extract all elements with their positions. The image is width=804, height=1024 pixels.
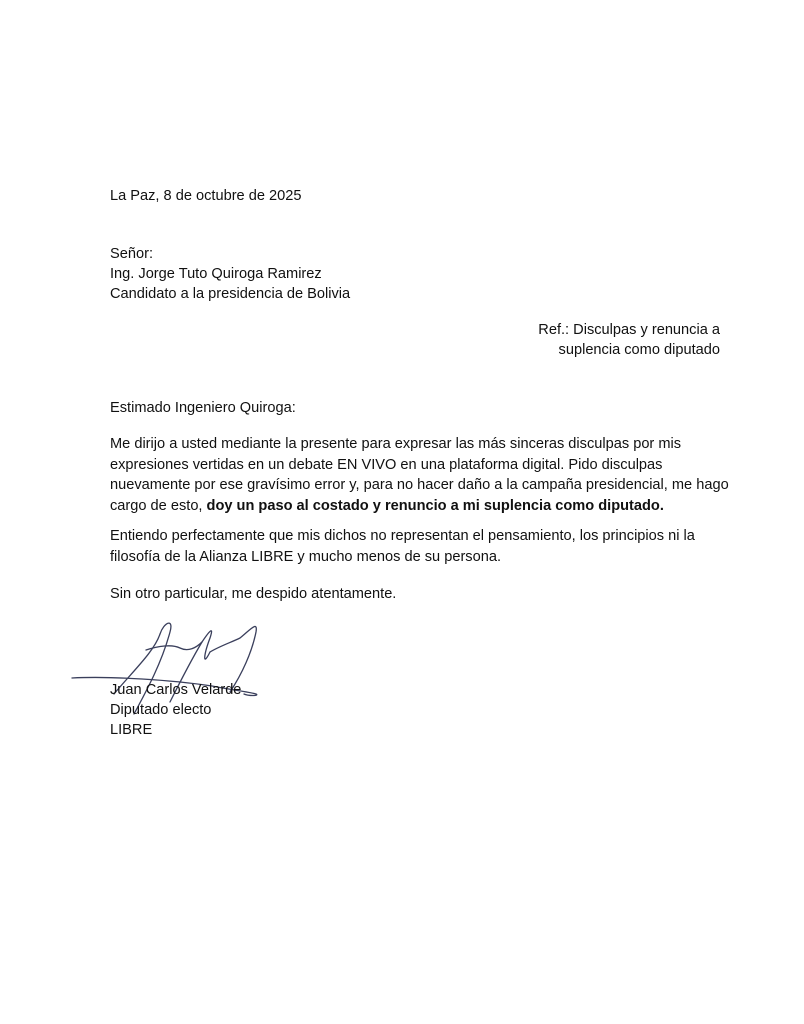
paragraph-apology-text: Me dirijo a usted mediante la presente para expresar las más sinceras disculpas por mis expresiones vertidas en un debate EN VIVO en una plataforma digital. Pido disculpas nuevamente por ese gravísimo error y, para no hacer daño a la campaña presidencial, me hago cargo de esto, <box>110 436 729 514</box>
place-date: La Paz, 8 de octubre de 2025 <box>110 188 302 204</box>
paragraph-principles: Entiendo perfectamente que mis dichos no representan el pensamiento, los principios ni la filosofía de la Alianza LIBRE y mucho menos de su persona. <box>110 528 695 565</box>
recipient-salutation-title: Señor: <box>110 246 153 262</box>
signer-party: LIBRE <box>110 722 153 738</box>
recipient-name: Ing. Jorge Tuto Quiroga Ramirez <box>110 266 322 282</box>
closing: Sin otro particular, me despido atentamente. <box>110 586 397 602</box>
reference-line-2: suplencia como diputado <box>558 342 720 358</box>
paragraph-apology-bold: doy un paso al costado y renuncio a mi suplencia como diputado. <box>206 497 664 514</box>
paragraph-apology <box>110 434 730 516</box>
recipient-role: Candidato a la presidencia de Bolivia <box>110 286 351 302</box>
greeting: Estimado Ingeniero Quiroga: <box>110 400 296 416</box>
reference-line-1: Ref.: Disculpas y renuncia a <box>538 322 720 338</box>
signer-title: Diputado electo <box>110 702 212 718</box>
signer-name: Juan Carlos Velarde <box>110 682 242 698</box>
